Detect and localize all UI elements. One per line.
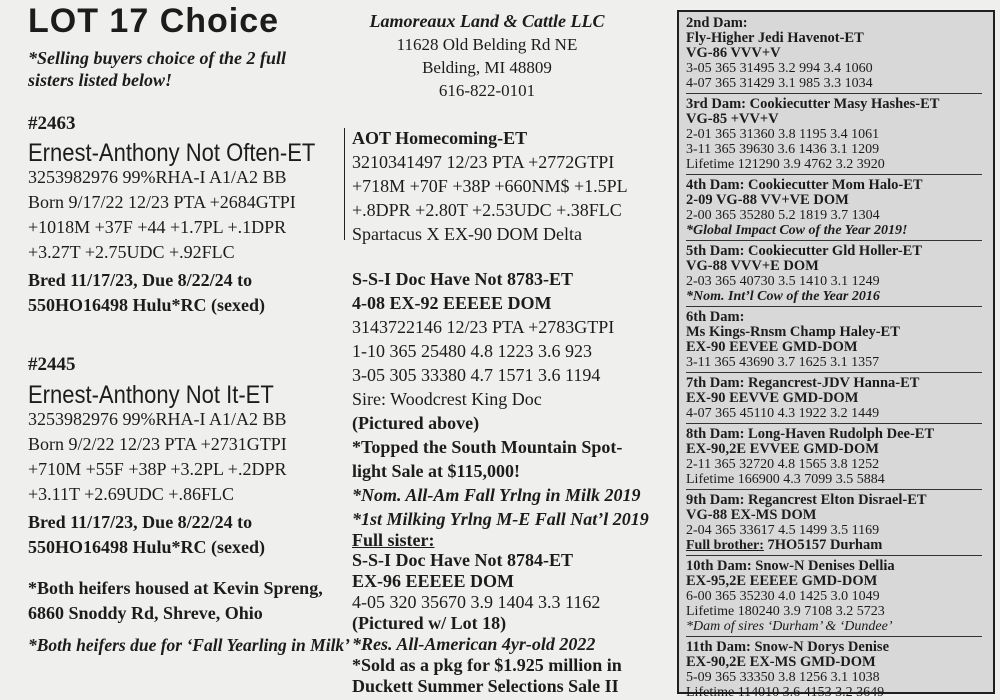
dam-heading: VG-88 VVV+E DOM [686, 258, 819, 274]
sister-record: 4-05 320 35670 3.9 1404 3.3 1162 [352, 592, 601, 612]
dam-heading: EX-90,2E EX-MS GMD-DOM [686, 654, 876, 670]
pedigree-separator [686, 372, 982, 373]
dam-heading: 4th Dam: Cookiecutter Mom Halo-ET [686, 177, 923, 193]
sire-line: 3210341497 12/23 PTA +2772GTPI [352, 152, 615, 172]
pedigree-entry [686, 244, 982, 304]
dam-heading: 8th Dam: Long-Haven Rudolph Dee-ET [686, 426, 935, 442]
pedigree-separator [686, 240, 982, 241]
animal2-line: Born 9/2/22 12/23 PTA +2731GTPI [28, 434, 287, 454]
dam-record: 5-09 365 33350 3.8 1256 3.1 1038 [686, 670, 880, 685]
sire-name: AOT Homecoming-ET [352, 128, 528, 148]
sire-line: Spartacus X EX-90 DOM Delta [352, 224, 582, 244]
dam-record: 4-07 365 45110 4.3 1922 3.2 1449 [686, 406, 880, 421]
animal2-details [28, 407, 287, 507]
dam-award: *1st Milking Yrlng M-E Fall Nat’l 2019 [352, 509, 649, 529]
dam-heading: VG-88 EX-MS DOM [686, 507, 817, 523]
lot-note-line: sisters listed below! [28, 70, 173, 90]
dam-record: 3-05 365 31495 3.2 994 3.4 1060 [686, 61, 873, 76]
pedigree-separator [686, 636, 982, 637]
dam-record: 2-11 365 32720 4.8 1565 3.8 1252 [686, 457, 880, 472]
animal1-line: +3.27T +2.75UDC +.92FLC [28, 242, 235, 262]
full-brother-label: Full brother: [686, 538, 764, 553]
animal1-line: +1018M +37F +44 +1.7PL +.1DPR [28, 217, 287, 237]
dam-record: 2-01 365 31360 3.8 1195 3.4 1061 [686, 127, 880, 142]
dam-topped: light Sale at $115,000! [352, 461, 521, 481]
housing-line: *Both heifers housed at Kevin Spreng, [28, 578, 323, 598]
dam-record: 2-04 365 33617 4.5 1499 3.5 1169 [686, 523, 880, 538]
dam-heading: Fly-Higher Jedi Havenot-ET [686, 30, 864, 46]
sister-award: *Res. All-American 4yr-old 2022 [352, 634, 596, 654]
housing-line: 6860 Snoddy Rd, Shreve, Ohio [28, 603, 263, 623]
dam-note: *Global Impact Cow of the Year 2019! [686, 223, 908, 238]
pedigree-separator [686, 489, 982, 490]
sold-line: *Sold as a pkg for $1.925 million in [352, 655, 622, 675]
dam-heading: 7th Dam: Regancrest-JDV Hanna-ET [686, 375, 920, 391]
dam-line: 1-10 365 25480 4.8 1223 3.6 923 [352, 341, 592, 361]
dam-record: 3-11 365 43690 3.7 1625 3.1 1357 [686, 355, 880, 370]
dam-line: Sire: Woodcrest King Doc [352, 389, 542, 409]
animal2-bred-line: 550HO16498 Hulu*RC (sexed) [28, 537, 266, 557]
dam-name: S-S-I Doc Have Not 8783-ET [352, 269, 573, 289]
dam-heading: VG-85 +VV+V [686, 111, 779, 127]
animal1-bred [28, 268, 265, 318]
lot-note [28, 47, 286, 91]
dam-heading: EX-90 EEVVE GMD-DOM [686, 390, 859, 406]
dam-heading: EX-90,2E EVVEE GMD-DOM [686, 441, 879, 457]
dam-note: *Nom. Int’l Cow of the Year 2016 [686, 289, 880, 304]
animal1-name: Ernest-Anthony Not Often-ET [28, 139, 316, 167]
dam-record: 6-00 365 35230 4.0 1425 3.0 1049 [686, 589, 880, 604]
animal2-name: Ernest-Anthony Not It-ET [28, 381, 274, 409]
farm-city: Belding, MI 48809 [422, 58, 552, 77]
pedigree-separator [686, 423, 982, 424]
pedigree-entry [686, 310, 982, 370]
sire-block [352, 126, 628, 246]
due-note: *Both heifers due for ‘Fall Yearling in Milk’ [28, 635, 351, 655]
dam-record: 4-07 365 31429 3.1 985 3.3 1034 [686, 76, 873, 91]
lot-note-line: *Selling buyers choice of the 2 full [28, 48, 286, 68]
full-brother-name: 7HO5157 Durham [763, 537, 883, 553]
dam-topped: *Topped the South Mountain Spot- [352, 437, 623, 457]
pedigree-separator [686, 555, 982, 556]
sire-line: +718M +70F +38P +660NM$ +1.5PL [352, 176, 628, 196]
column-divider [344, 128, 345, 240]
sister-class: EX-96 EEEEE DOM [352, 571, 515, 591]
full-brother [686, 538, 982, 553]
dam-heading: VG-86 VVV+V [686, 45, 781, 61]
farm-name: Lamoreaux Land & Cattle LLC [369, 11, 605, 31]
dam-pictured: (Pictured above) [352, 413, 480, 433]
dam-award: *Nom. All-Am Fall Yrlng in Milk 2019 [352, 485, 641, 505]
dam-heading: 3rd Dam: Cookiecutter Masy Hashes-ET [686, 96, 940, 112]
animal1-line: Born 9/17/22 12/23 PTA +2684GTPI [28, 192, 296, 212]
animal2-line: +3.11T +2.69UDC +.86FLC [28, 484, 234, 504]
animal1-details [28, 165, 296, 265]
dam-heading: 2nd Dam: [686, 15, 748, 31]
animal1-bred-line: Bred 11/17/23, Due 8/22/24 to [28, 270, 253, 290]
dam-heading: 5th Dam: Cookiecutter Gld Holler-ET [686, 243, 923, 259]
dam-heading: 6th Dam: [686, 309, 745, 325]
dam-heading: EX-95,2E EEEEE GMD-DOM [686, 573, 878, 589]
dam-record: 3-11 365 39630 3.6 1436 3.1 1209 [686, 142, 880, 157]
animal1-line: 3253982976 99%RHA-I A1/A2 BB [28, 167, 287, 187]
housing-note [28, 576, 323, 626]
animal2-line: 3253982976 99%RHA-I A1/A2 BB [28, 409, 287, 429]
dam-class: 4-08 EX-92 EEEEE DOM [352, 293, 552, 313]
pedigree-separator [686, 306, 982, 307]
animal2-bred-line: Bred 11/17/23, Due 8/22/24 to [28, 512, 253, 532]
lot-title: LOT 17 Choice [28, 2, 280, 40]
dam-note: *Dam of sires ‘Durham’ & ‘Dundee’ [686, 619, 893, 634]
dam-heading: 9th Dam: Regancrest Elton Disrael-ET [686, 492, 927, 508]
farm-header [337, 10, 637, 102]
dam-block [352, 267, 649, 697]
dam-record: Lifetime 114010 3.6 4153 3.2 3649 [686, 685, 885, 700]
pedigree-entry [686, 97, 982, 172]
sister-name: S-S-I Doc Have Not 8784-ET [352, 550, 573, 570]
farm-address: 11628 Old Belding Rd NE [396, 35, 578, 54]
pedigree-entry [686, 640, 982, 700]
animal2-line: +710M +55F +38P +3.2PL +.2DPR [28, 459, 287, 479]
pedigree-entry [686, 178, 982, 238]
pedigree-separator [686, 93, 982, 94]
sold-line: Duckett Summer Selections Sale II [352, 676, 619, 696]
pedigree-entry [686, 376, 982, 421]
pedigree-separator [686, 174, 982, 175]
animal1-bred-line: 550HO16498 Hulu*RC (sexed) [28, 295, 266, 315]
pedigree-entry [686, 16, 982, 91]
dam-heading: Ms Kings-Rnsm Champ Haley-ET [686, 324, 900, 340]
dam-record: 2-03 365 40730 3.5 1410 3.1 1249 [686, 274, 880, 289]
animal1-number: #2463 [28, 113, 76, 134]
farm-phone: 616-822-0101 [438, 81, 536, 100]
sire-line: +.8DPR +2.80T +2.53UDC +.38FLC [352, 200, 622, 220]
pedigree-list [686, 16, 982, 700]
animal2-bred [28, 510, 265, 560]
dam-record: 2-00 365 35280 5.2 1819 3.7 1304 [686, 208, 880, 223]
dam-line: 3143722146 12/23 PTA +2783GTPI [352, 317, 615, 337]
dam-record: Lifetime 166900 4.3 7099 3.5 5884 [686, 472, 885, 487]
dam-heading: 11th Dam: Snow-N Dorys Denise [686, 639, 889, 655]
pedigree-entry [686, 559, 982, 634]
dam-record: Lifetime 121290 3.9 4762 3.2 3920 [686, 157, 885, 172]
pedigree-entry [686, 427, 982, 487]
full-sister-label: Full sister: [352, 530, 435, 550]
dam-heading: 10th Dam: Snow-N Denises Dellia [686, 558, 895, 574]
dam-heading: EX-90 EEVEE GMD-DOM [686, 339, 858, 355]
sister-pictured: (Pictured w/ Lot 18) [352, 613, 507, 633]
dam-line: 3-05 305 33380 4.7 1571 3.6 1194 [352, 365, 601, 385]
pedigree-entry [686, 493, 982, 553]
dam-record: Lifetime 180240 3.9 7108 3.2 5723 [686, 604, 885, 619]
dam-heading: 2-09 VG-88 VV+VE DOM [686, 192, 849, 208]
animal2-number: #2445 [28, 354, 76, 375]
